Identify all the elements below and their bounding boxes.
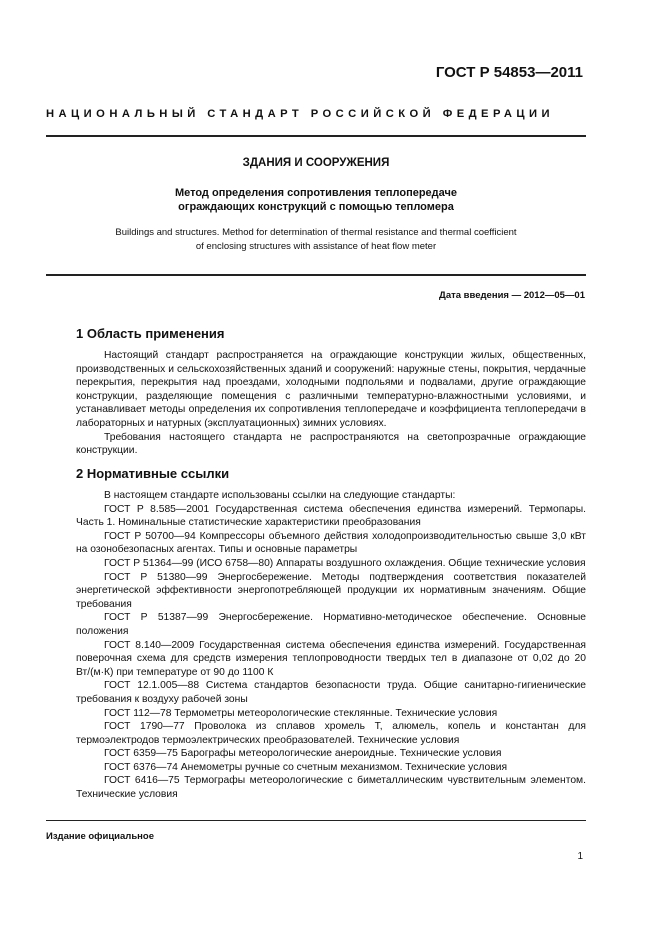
section-1-body <box>76 349 586 458</box>
paragraph: В настоящем стандарте использованы ссылки на следующие стандарты: <box>104 490 456 501</box>
official-edition-label: Издание официальное <box>46 831 154 842</box>
reference-item: ГОСТ 1790—77 Проволока из сплавов хромель Т, алюмель, копель и константан для термоэлектродов термоэлектрических преобразователей. Технические условия <box>76 721 586 746</box>
document-code: ГОСТ Р 54853—2011 <box>435 64 583 81</box>
reference-item: ГОСТ 12.1.005—88 Система стандартов безопасности труда. Общие санитарно-гигиенические требования к воздуху рабочей зоны <box>76 680 586 705</box>
paragraph: Требования настоящего стандарта не распространяются на светопрозрачные ограждающие конструкции. <box>76 431 586 457</box>
document-subtitle <box>46 186 586 214</box>
english-title-line-2: of enclosing structures with assistance of heat flow meter <box>195 241 437 252</box>
paragraph: Настоящий стандарт распространяется на ограждающие конструкции жилых, общественных, производственных и сельскохозяйственных зданий и сооружений: наружные стены, покрытия, чердачные перекрытия, перекрытия над проездами, холодными подпольями и подвалами, другие ограждающие конструкции, разделяющие помещения с различными температурно-влажностными условиями, и устанавливает методы определения их сопротивления теплопередаче и коэффициента теплопередачи в лабораторных и натурных (эксплуатационных) зимних условиях. <box>76 350 586 429</box>
page-number: 1 <box>577 851 583 862</box>
subtitle-line-2: ограждающих конструкций с помощью тепломера <box>178 201 454 213</box>
reference-item: ГОСТ Р 8.585—2001 Государственная система обеспечения единства измерений. Термопары. Часть 1. Номинальные статистические характеристики преобразования <box>76 503 586 529</box>
document-title: ЗДАНИЯ И СООРУЖЕНИЯ <box>242 157 390 169</box>
header-divider <box>46 135 586 137</box>
section-2-heading: 2 Нормативные ссылки <box>76 466 230 481</box>
footer-divider <box>46 820 586 821</box>
reference-item: ГОСТ Р 50700—94 Компрессоры объемного действия холодопроизводительностью свыше 3,0 кВт на озонобезопасных агентах. Типы и основные параметры <box>76 530 586 556</box>
reference-item: ГОСТ Р 51364—99 (ИСО 6758—80) Аппараты воздушного охлаждения. Общие технические условия <box>104 557 586 569</box>
reference-item: ГОСТ Р 51380—99 Энергосбережение. Методы подтверждения соответствия показателей энергетической эффективности энергопотребляющей продукции их нормативным значениям. Общие требования <box>76 571 586 610</box>
reference-item: ГОСТ 6359—75 Барографы метеорологические анероидные. Технические условия <box>104 748 502 760</box>
english-title-line-1: Buildings and structures. Method for determination of thermal resistance and thermal coefficient <box>115 227 517 238</box>
reference-item: ГОСТ 6376—74 Анемометры ручные со счетным механизмом. Технические условия <box>104 761 508 773</box>
reference-item: ГОСТ Р 51387—99 Энергосбережение. Нормативно-методическое обеспечение. Основные положения <box>76 612 586 637</box>
subtitle-line-1: Метод определения сопротивления теплопередаче <box>174 187 458 199</box>
reference-item: ГОСТ 8.140—2009 Государственная система обеспечения единства измерений. Государственная поверочная схема для средств измерения теплопроводности твердых тел в диапазоне от 0,02 до 20 Вт/(м·К) при температуре от 90 до 1100 К <box>76 639 586 678</box>
national-standard-banner: НАЦИОНАЛЬНЫЙ СТАНДАРТ РОССИЙСКОЙ ФЕДЕРАЦИИ <box>46 108 555 120</box>
section-1-heading: 1 Область применения <box>76 326 225 341</box>
section-2-body <box>76 489 586 802</box>
reference-item: ГОСТ 6416—75 Термографы метеорологические с биметаллическим чувствительным элементом. Технические условия <box>76 775 586 801</box>
reference-item: ГОСТ 112—78 Термометры метеорологические стеклянные. Технические условия <box>104 707 498 719</box>
title-divider <box>46 274 586 276</box>
english-title <box>46 226 586 254</box>
introduction-date: Дата введения — 2012—05—01 <box>439 290 585 301</box>
